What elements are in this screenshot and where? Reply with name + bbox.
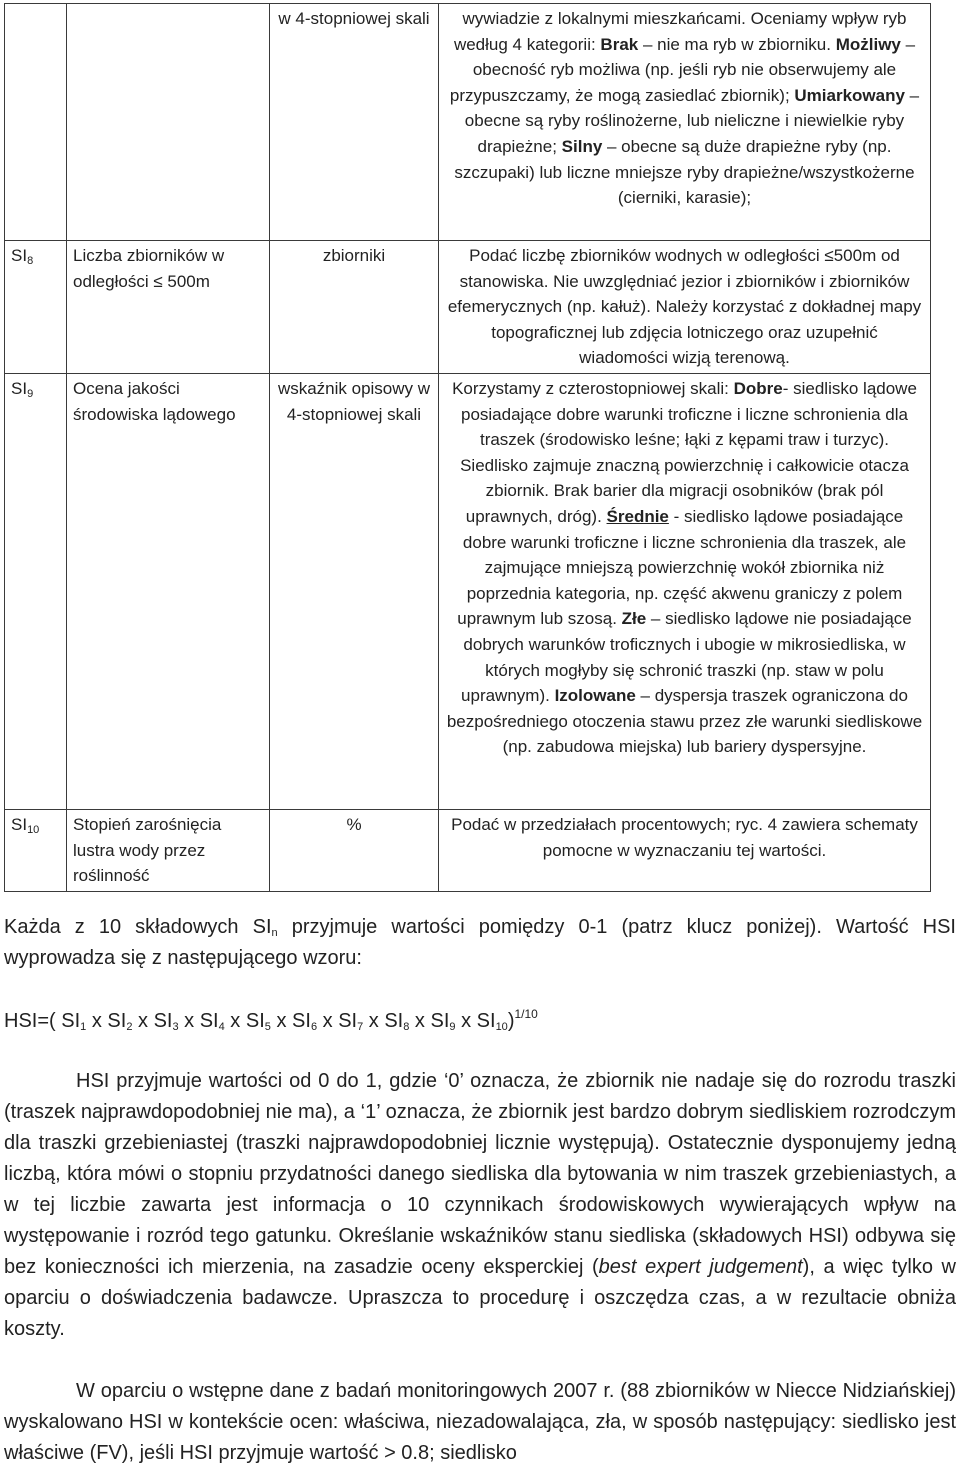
formula-term: $SI_3$ x <box>153 1010 200 1033</box>
description-text: – siedlisko lądowe nie posiadające dobrych warunków troficznych i ubogie w mikrosiedliska, w których mogłyby się schronić traszki (np. staw w polu uprawnym). <box>461 609 912 706</box>
description-text: – obecne są duże drapieżne ryby (np. szczupaki) lub liczne mniejsze ryby drapieżne/wszystkożerne (cierniki, karasie); <box>454 136 915 208</box>
unit-cell: w 4-stopniowej skali <box>270 4 439 241</box>
description-text: - siedlisko lądowe posiadające dobre warunki troficzne i liczne schronienia dla traszek, ale zajmujące mniejszą powierzchnię wokół zbiornika niż poprzednia kategoria, np. część akwenu graniczy z polem uprawnym lub szosą. <box>457 506 907 629</box>
description-text: – dyspersja traszek ograniczona do bezpośredniego otoczenia stawu przez złe warunki siedliskowe (np. zabudowa miejska) lub bariery dyspersyjne. <box>446 686 923 757</box>
index-code-cell: $SI_{10}$ <box>5 809 67 891</box>
formula-term: $SI_4$ x <box>199 1010 246 1033</box>
description-cell <box>439 373 931 809</box>
formula-term: $SI_2$ x <box>107 1010 154 1033</box>
table-row <box>5 241 931 374</box>
table-row <box>5 809 931 891</box>
unit-cell: zbiorniki <box>270 241 439 374</box>
unit-cell: wskaźnik opisowy w 4-stopniowej skali <box>270 373 439 809</box>
description-text: – obecne są ryby roślinożerne, lub nieliczne i niewielkie ryby drapieżne; <box>464 85 920 156</box>
category-term: Złe <box>621 609 647 629</box>
index-name-cell: Stopień zarośnięcia lustra wody przez roślinność <box>67 809 270 891</box>
description-text: Podać w przedziałach procentowych; ryc. 4 zawiera schematy pomocne w wyznaczaniu tej wartości. <box>451 814 918 860</box>
hsi-formula: HSI=( $SI_1$ x $SI_2$ x $SI_3$ x $SI_4$ x $SI_5$ x $SI_6$ x $SI_7$ x $SI_8$ x $SI_9$ x $SI_{10})^{1/10}$ <box>4 1007 538 1033</box>
index-name-cell <box>67 4 270 241</box>
description-cell <box>439 4 931 241</box>
description-text: – nie ma ryb w zbiorniku. <box>638 34 836 54</box>
table-row <box>5 4 931 241</box>
formula-term: $SI_{10}$ <box>476 1010 508 1033</box>
index-name-cell: Liczba zbiorników w odległości ≤ 500m <box>67 241 270 374</box>
habitat-index-table <box>4 3 931 892</box>
table-row <box>5 373 931 809</box>
paragraph-hsi-scaling: W oparciu o wstępne dane z badań monitoringowych 2007 r. (88 zbiorników w Niecce Nidziańskiej) wyskalowano HSI w kontekście ocen: właściwa, niezadowalająca, zła, w sposób następujący: siedlisko jest właściwe (FV), jeśli HSI przyjmuje wartość > 0.8; siedlisko <box>4 1380 956 1464</box>
index-code-cell: $SI_9$ <box>5 373 67 809</box>
formula-term: $SI_1$ x <box>61 1010 108 1033</box>
description-cell <box>439 241 931 374</box>
description-cell <box>439 809 931 891</box>
description-text: Podać liczbę zbiorników wodnych w odległości ≤500m od stanowiska. Nie uwzględniać jezior i zbiorników i zbiorników efemerycznych (np. kałuż). Należy korzystać z dokładnej mapy topograficznej lub zdjęcia lotniczego oraz uzupełnić wiadomości wizją terenową. <box>447 246 922 368</box>
paragraph-si-components: Każda z 10 składowych $SI_n$ przyjmuje wartości pomiędzy 0-1 (patrz klucz poniżej). Wartość HSI wyprowadza się z następującego wzoru: <box>4 916 956 969</box>
description-text: wywiadzie z lokalnymi mieszkańcami. Oceniamy wpływ ryb według 4 kategorii: <box>453 9 907 54</box>
index-name-cell: Ocena jakości środowiska lądowego <box>67 373 270 809</box>
unit-cell: % <box>270 809 439 891</box>
formula-term: $SI_9$ x <box>430 1010 477 1033</box>
category-term: Silny <box>561 136 603 156</box>
formula-term: $SI_8$ x <box>384 1010 431 1033</box>
formula-term: $SI_5$ x <box>245 1010 293 1033</box>
paragraph-hsi-range: HSI przyjmuje wartości od 0 do 1, gdzie ‘0’ oznacza, że zbiornik nie nadaje się do rozrodu traszki (traszek najprawdopodobniej nie ma), a ‘1’ oznacza, że zbiornik jest bardzo dobrym siedliskiem rozrodczym dla traszki grzebieniastej (traszki najprawdopodobniej licznie występują). Ostatecznie dysponujemy jedną liczbą, która mówi o stopniu przydatności danego siedliska dla bytowania w nim traszek grzebieniastych, a w tej liczbie zawarta jest informacja o 10 czynnikach środowiskowych wywierających wpływ na występowanie i rozród tego gatunku. Określanie wskaźników stanu siedliska (składowych HSI) odbywa się bez konieczności ich mierzenia, na zasadzie oceny eksperckiej (best expert judgement), a więc tylko w oparciu o doświadczenia badawcze. Upraszcza to procedurę i oszczędza czas, a w rezultacie obniża koszty. <box>4 1070 956 1340</box>
category-term: Umiarkowany <box>794 85 905 105</box>
category-term: Dobre <box>733 378 783 398</box>
index-code-cell: $SI_8$ <box>5 241 67 374</box>
category-term: Brak <box>600 34 639 54</box>
description-text: - siedlisko lądowe posiadające dobre warunki troficzne i liczne schronienia dla traszek (środowisko leśne; łąki z kępami traw i turzyc). Siedlisko zajmuje znaczną powierzchnię i całkowicie otacza zbiornik. Brak barier dla migracji osobników (brak pól uprawnych, dróg). <box>460 378 917 526</box>
formula-term: $SI_6$ x <box>292 1010 339 1033</box>
description-text: – obecność ryb możliwa (np. jeśli ryb nie obserwujemy ale przypuszczamy, że mogą zasiedlać zbiornik); <box>449 34 916 105</box>
category-term: Średnie <box>606 506 669 526</box>
formula-term: $SI_7$ x <box>338 1010 385 1033</box>
index-code-cell <box>5 4 67 241</box>
description-text: Korzystamy z czterostopniowej skali: <box>452 378 734 398</box>
category-term: Izolowane <box>554 686 636 706</box>
category-term: Możliwy <box>835 34 901 54</box>
